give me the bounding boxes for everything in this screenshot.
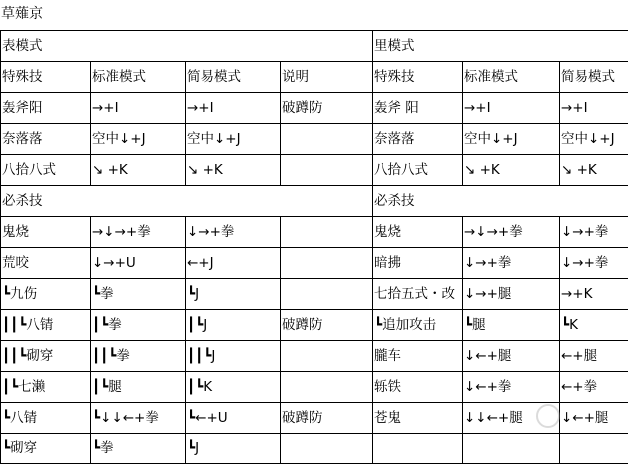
- move-name-ri: ┗追加攻击: [373, 310, 463, 341]
- move-command: 空中↓+J: [91, 124, 186, 155]
- move-name: ┃┃┗八锖: [1, 310, 91, 341]
- mode-header-row: [1, 31, 628, 62]
- move-command-easy-ri: →+I: [560, 93, 628, 124]
- col-header-easy-ri: 简易模式: [560, 62, 628, 93]
- super-section-label: 必杀技: [1, 186, 373, 217]
- table-row: [1, 155, 628, 186]
- table-row: [1, 372, 628, 403]
- move-notes: [281, 372, 373, 403]
- move-command-easy: 空中↓+J: [186, 124, 281, 155]
- move-command-easy-ri: [560, 434, 628, 464]
- move-command-easy: ┗←+U: [186, 403, 281, 434]
- move-name: ┗砌穿: [1, 434, 91, 464]
- move-command: ┃┃┗拳: [91, 341, 186, 372]
- move-command-easy: ┗J: [186, 279, 281, 310]
- move-name: 奈落落: [1, 124, 91, 155]
- move-notes: [281, 341, 373, 372]
- col-header-special-ri: 特殊技: [373, 62, 463, 93]
- move-notes: 破蹲防: [281, 310, 373, 341]
- move-name-ri: 七拾五式・改: [373, 279, 463, 310]
- move-command: ┗拳: [91, 279, 186, 310]
- move-command-ri: ↓→+拳: [463, 248, 560, 279]
- move-command-easy: ┃┗K: [186, 372, 281, 403]
- move-command: ┃┗腿: [91, 372, 186, 403]
- move-name: ┃┗七濑: [1, 372, 91, 403]
- move-notes: [281, 124, 373, 155]
- col-header-notes: 说明: [281, 62, 373, 93]
- move-command-easy-ri: ↓→+拳: [560, 248, 628, 279]
- move-notes: [281, 279, 373, 310]
- move-command: →+I: [91, 93, 186, 124]
- col-header-standard-ri: 标准模式: [463, 62, 560, 93]
- move-name-ri: 朧车: [373, 341, 463, 372]
- move-notes: [281, 248, 373, 279]
- table-row: [1, 124, 628, 155]
- move-notes: [281, 434, 373, 464]
- mode-ura-label: 表模式: [1, 31, 373, 62]
- move-name-ri: 暗拂: [373, 248, 463, 279]
- move-command: →↓→+拳: [91, 217, 186, 248]
- character-name: 草薙京: [0, 0, 43, 30]
- super-section-label-ri: 必杀技: [373, 186, 628, 217]
- column-header-row: [1, 62, 628, 93]
- table-row: [1, 434, 628, 464]
- move-command-easy: →+I: [186, 93, 281, 124]
- col-header-special: 特殊技: [1, 62, 91, 93]
- move-command-easy: ←+J: [186, 248, 281, 279]
- move-command-easy-ri: ↓→+拳: [560, 217, 628, 248]
- move-command: ┃┗拳: [91, 310, 186, 341]
- move-command-ri: ↘ +K: [463, 155, 560, 186]
- move-command-easy-ri: ↓←+腿: [560, 403, 628, 434]
- move-command-ri: ┗腿: [463, 310, 560, 341]
- table-row: [1, 341, 628, 372]
- move-command-easy-ri: →+K: [560, 279, 628, 310]
- table-row: [1, 248, 628, 279]
- move-command-easy-ri: ↘ +K: [560, 155, 628, 186]
- move-command-easy: ┃┃┗J: [186, 341, 281, 372]
- move-command-easy-ri: ←+拳: [560, 372, 628, 403]
- move-command-easy-ri: 空中↓+J: [560, 124, 628, 155]
- move-command-ri: →+I: [463, 93, 560, 124]
- move-command-ri: 空中↓+J: [463, 124, 560, 155]
- move-notes: 破蹲防: [281, 403, 373, 434]
- move-name: 八拾八式: [1, 155, 91, 186]
- move-command-ri: [463, 434, 560, 464]
- move-command-easy: ┗J: [186, 434, 281, 464]
- mode-ri-label: 里模式: [373, 31, 628, 62]
- move-command-ri: ↓→+腿: [463, 279, 560, 310]
- move-name: 鬼烧: [1, 217, 91, 248]
- move-command-ri: ↓↓←+腿: [463, 403, 560, 434]
- move-name: ┃┃┗砌穿: [1, 341, 91, 372]
- move-table-body: [1, 31, 628, 464]
- move-notes: [281, 155, 373, 186]
- move-command-easy: ┃┗J: [186, 310, 281, 341]
- table-row: [1, 217, 628, 248]
- move-command-easy-ri: ←+腿: [560, 341, 628, 372]
- move-name: 轰斧阳: [1, 93, 91, 124]
- move-name: 荒咬: [1, 248, 91, 279]
- move-command: ↘ +K: [91, 155, 186, 186]
- move-command: ┗拳: [91, 434, 186, 464]
- table-row: [1, 93, 628, 124]
- move-command-ri: ↓←+腿: [463, 341, 560, 372]
- move-command-ri: ↓←+拳: [463, 372, 560, 403]
- move-command-ri: →↓→+拳: [463, 217, 560, 248]
- table-row: [1, 310, 628, 341]
- move-name-ri: 八拾八式: [373, 155, 463, 186]
- move-name-ri: 轰斧 阳: [373, 93, 463, 124]
- move-command-easy-ri: ┗K: [560, 310, 628, 341]
- move-notes: [281, 217, 373, 248]
- col-header-standard: 标准模式: [91, 62, 186, 93]
- move-command: ┗↓↓←+拳: [91, 403, 186, 434]
- move-table: [0, 30, 628, 464]
- move-name-ri: 鬼烧: [373, 217, 463, 248]
- move-name-ri: 轹铁: [373, 372, 463, 403]
- move-name: ┗九伤: [1, 279, 91, 310]
- move-name-ri: [373, 434, 463, 464]
- move-command-easy: ↘ +K: [186, 155, 281, 186]
- move-command: ↓→+U: [91, 248, 186, 279]
- move-name: ┗八锖: [1, 403, 91, 434]
- move-notes: 破蹲防: [281, 93, 373, 124]
- move-name-ri: 苍鬼: [373, 403, 463, 434]
- move-command-easy: ↓→+拳: [186, 217, 281, 248]
- col-header-easy: 简易模式: [186, 62, 281, 93]
- move-name-ri: 奈落落: [373, 124, 463, 155]
- table-row: [1, 279, 628, 310]
- table-row: [1, 403, 628, 434]
- super-section-row: [1, 186, 628, 217]
